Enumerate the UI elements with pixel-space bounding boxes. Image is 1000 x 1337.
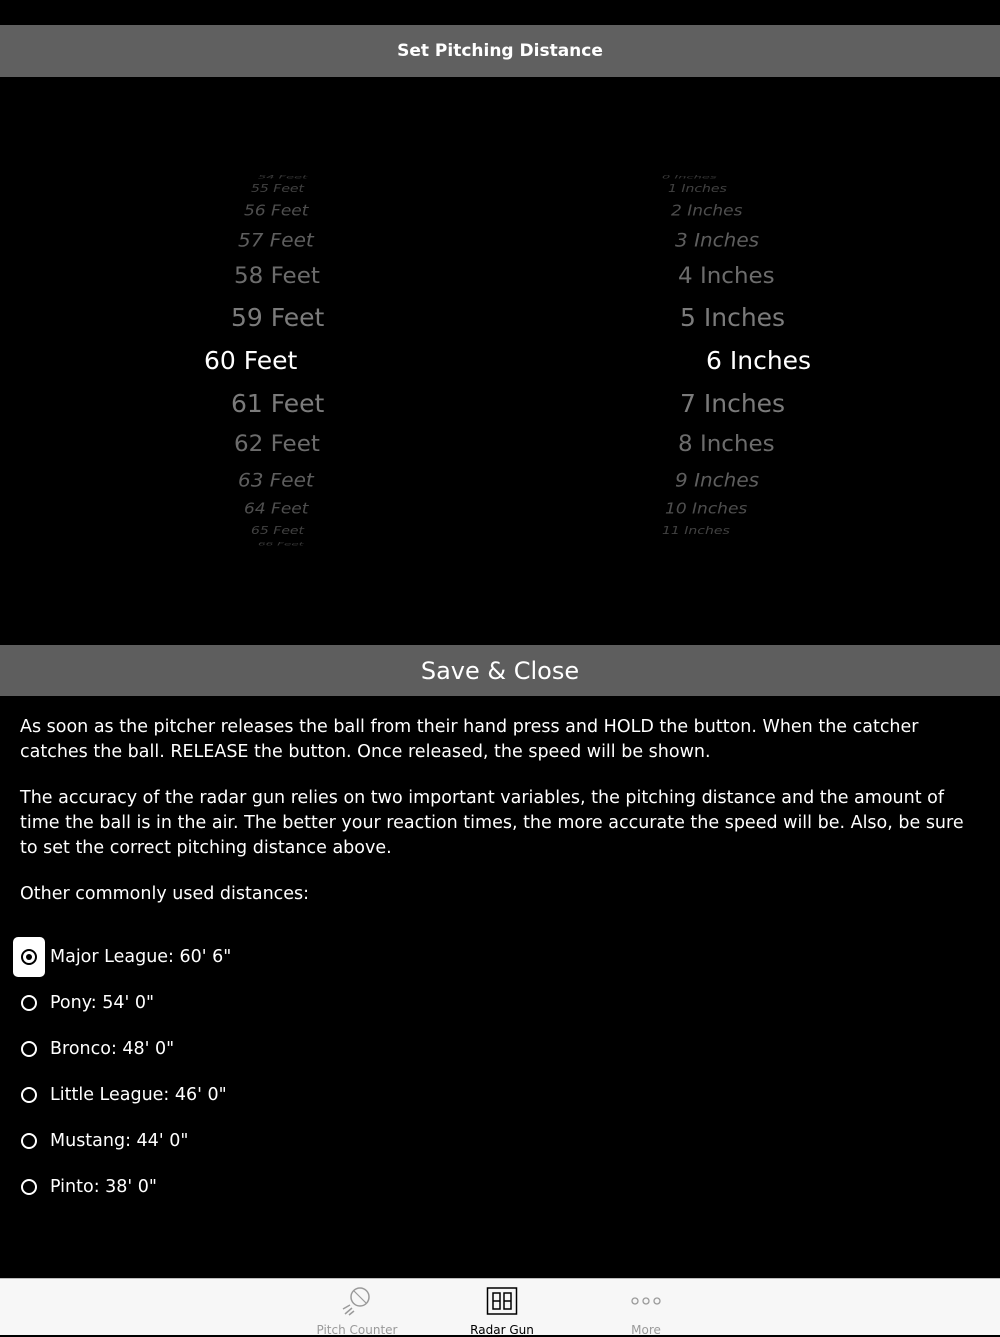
title-bar (0, 25, 1000, 77)
inches-picker-option[interactable]: 3 Inches (675, 228, 760, 252)
inches-picker-option[interactable]: 1 Inches (668, 183, 727, 195)
inches-picker-selected[interactable]: 6 Inches (706, 345, 812, 375)
tab-label: Radar Gun (470, 1323, 534, 1337)
inches-picker-option[interactable]: 4 Inches (678, 262, 775, 289)
distance-option-label: Pinto: 38' 0" (50, 1177, 157, 1197)
radio-circle-icon (21, 1041, 37, 1057)
save-close-label: Save & Close (420, 656, 580, 685)
feet-picker-option[interactable]: 65 Feet (251, 525, 305, 537)
inches-picker-option[interactable]: 2 Inches (671, 201, 743, 220)
baseball-icon (341, 1285, 373, 1317)
inches-picker-option[interactable]: 8 Inches (678, 430, 775, 457)
digital-display-icon (486, 1285, 518, 1317)
radio-circle-icon (21, 949, 37, 965)
feet-picker-selected[interactable]: 60 Feet (204, 345, 298, 375)
feet-picker-option[interactable]: 66 Feet (258, 541, 304, 547)
radio-circle-icon (21, 1087, 37, 1103)
instructions-paragraph-2: The accuracy of the radar gun relies on two important variables, the pitching distance and the amount of time the ball is in the air. The better your reaction times, the more accurate the speed will be. Also, be sure to set the correct pitching distance above. (20, 788, 964, 858)
radio-circle-icon (21, 995, 37, 1011)
feet-picker-option[interactable]: 59 Feet (231, 302, 325, 332)
inches-picker-option[interactable]: 9 Inches (675, 468, 760, 492)
more-dots-icon (630, 1285, 662, 1317)
distance-option-label: Mustang: 44' 0" (50, 1131, 189, 1151)
radio-button[interactable] (13, 1029, 45, 1069)
inches-picker-option[interactable]: 11 Inches (662, 525, 730, 537)
feet-picker-option[interactable]: 57 Feet (238, 228, 314, 252)
distance-option-label: Bronco: 48' 0" (50, 1039, 175, 1059)
save-close-button[interactable] (0, 645, 1000, 696)
inches-picker-option[interactable]: 5 Inches (680, 302, 786, 332)
distance-option-label: Little League: 46' 0" (50, 1085, 227, 1105)
radio-button[interactable] (13, 983, 45, 1023)
radio-button[interactable] (13, 1075, 45, 1115)
feet-picker-option[interactable]: 55 Feet (251, 183, 305, 195)
distance-option-label: Pony: 54' 0" (50, 993, 155, 1013)
distance-picker[interactable] (0, 77, 1000, 645)
feet-picker-option[interactable]: 64 Feet (244, 499, 309, 518)
radio-button[interactable] (13, 1121, 45, 1161)
tab-label: More (631, 1323, 661, 1337)
feet-picker-option[interactable]: 54 Feet (258, 174, 308, 180)
feet-picker-option[interactable]: 56 Feet (244, 201, 309, 220)
radio-button-selected[interactable] (13, 937, 45, 977)
inches-picker-option[interactable]: 10 Inches (665, 499, 748, 518)
feet-picker-option[interactable]: 63 Feet (238, 468, 314, 492)
page-title: Set Pitching Distance (397, 41, 603, 61)
tab-radar-gun[interactable] (442, 1279, 562, 1335)
distance-option-label: Major League: 60' 6" (50, 947, 232, 967)
feet-picker-option[interactable]: 62 Feet (234, 430, 320, 457)
distances-heading: Other commonly used distances: (20, 884, 310, 904)
radio-circle-icon (21, 1179, 37, 1195)
radio-button[interactable] (13, 1167, 45, 1207)
tab-bar (0, 1278, 1000, 1335)
tab-label: Pitch Counter (316, 1323, 398, 1337)
instructions (20, 715, 980, 928)
tab-pitch-counter[interactable] (297, 1279, 417, 1335)
inches-picker-option[interactable]: 0 Inches (662, 174, 717, 180)
feet-picker-option[interactable]: 61 Feet (231, 388, 325, 418)
feet-picker-option[interactable]: 58 Feet (234, 262, 320, 289)
instructions-paragraph-1: As soon as the pitcher releases the ball from their hand press and HOLD the button. When the catcher catches the ball. RELEASE the button. Once released, the speed will be shown. (20, 717, 919, 762)
radio-circle-icon (21, 1133, 37, 1149)
inches-picker-option[interactable]: 7 Inches (680, 388, 786, 418)
tab-more[interactable] (586, 1279, 706, 1335)
